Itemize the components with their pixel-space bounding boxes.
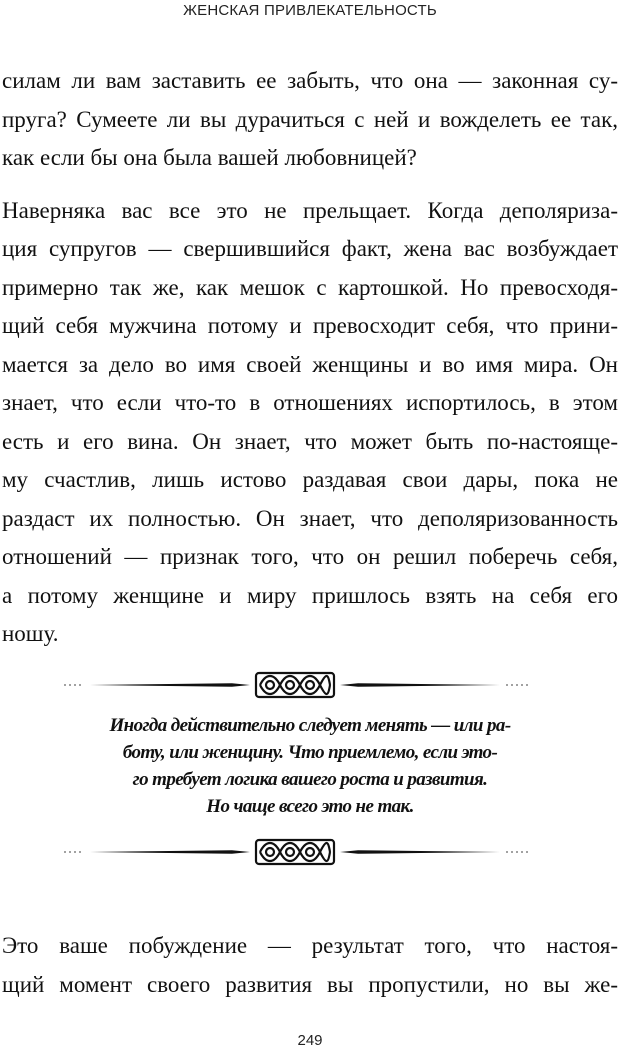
text-line: ношу.	[2, 621, 59, 646]
text-line: отношений — признак того, что он решил поберечь себя,	[2, 544, 618, 569]
text-line: примерно так же, как мешок с картошкой. Но превосходя-	[2, 274, 618, 300]
celtic-knot-icon	[256, 840, 334, 864]
ornament-rule-right	[340, 683, 528, 687]
ornament-rule-right	[340, 850, 528, 854]
text-line: Наверняка вас все это не прельщает. Когда деполяриза-	[2, 197, 618, 223]
ornament-divider-top	[60, 668, 530, 702]
quote-line: Иногда действительно следует менять — или ра-	[109, 715, 511, 736]
body-text-top	[2, 62, 618, 654]
quote-line: боту, или женщину. Что приемлемо, если это-	[122, 742, 498, 763]
text-line: ция супругов — свершившийся факт, жена вас возбуждает	[2, 236, 618, 261]
text-line: знает, что если что-то в отношениях испортилось, в этом	[2, 390, 618, 415]
paragraph-3	[2, 927, 618, 1004]
text-line: а потому женщине и миру пришлось взять на себя его	[2, 582, 618, 608]
text-line: раздаст их полностью. Он знает, что деполяризованность	[2, 505, 618, 531]
quote-line: Но чаще всего это не так.	[206, 796, 414, 817]
ornament-rule-left	[64, 683, 250, 687]
text-line: как если бы она была вашей любовницей?	[2, 145, 417, 170]
text-line: есть и его вина. Он знает, что может быть по-настояще-	[2, 428, 618, 454]
text-line: пруга? Сумеете ли вы дурачиться с ней и вожделеть ее так,	[2, 106, 618, 132]
paragraph-1	[2, 62, 618, 178]
celtic-knot-icon	[256, 673, 334, 697]
ornament-rule-left	[64, 850, 250, 854]
text-line: Это ваше побуждение — результат того, что настоя-	[2, 933, 618, 958]
running-head: ЖЕНСКАЯ ПРИВЛЕКАТЕЛЬНОСТЬ	[183, 2, 437, 19]
text-line: му счастлив, лишь истово раздавая свои дары, пока не	[2, 467, 618, 492]
text-line: силам ли вам заставить ее забыть, что она — законная су-	[2, 68, 618, 93]
quote-line: го требует логика вашего роста и развития.	[132, 769, 488, 790]
body-text-bottom	[2, 927, 618, 1004]
text-line: щий себя мужчина потому и превосходит себя, что прини-	[2, 313, 618, 338]
paragraph-2	[2, 192, 618, 654]
text-line: щий момент своего развития вы пропустили, но вы же-	[2, 971, 618, 997]
pull-quote	[40, 712, 580, 820]
text-line: мается за дело во имя своей женщины и во имя мира. Он	[2, 351, 618, 377]
ornament-divider-bottom	[60, 835, 530, 869]
page-number: 249	[297, 1032, 323, 1049]
